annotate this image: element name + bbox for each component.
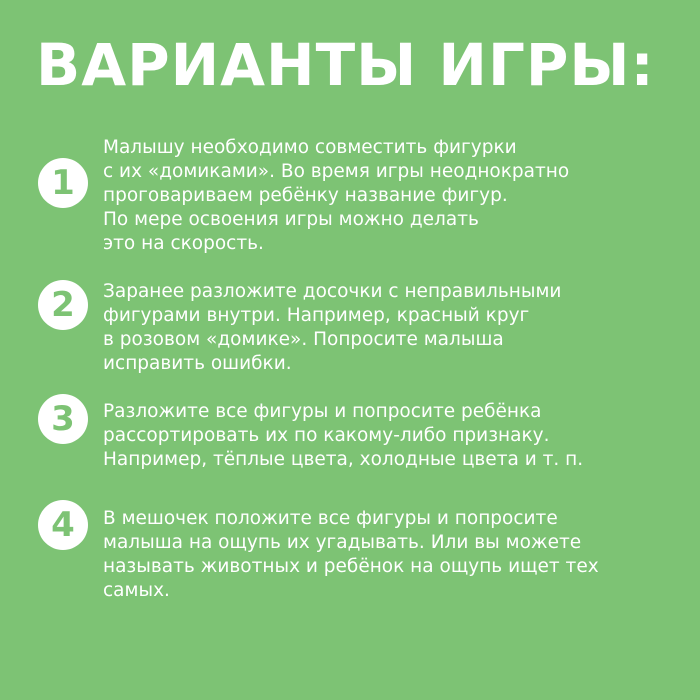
variant-4-line-4: самых.	[103, 580, 170, 601]
variant-3-text	[103, 400, 673, 472]
variant-2-line-3: в розовом «домике». Попросите малыша	[103, 329, 504, 350]
page-title: ВАРИАНТЫ ИГРЫ:	[36, 31, 655, 99]
variant-1-line-2: с их «домиками». Во время игры неоднократно	[103, 161, 570, 182]
variant-1-line-1: Малышу необходимо совместить фигурки	[103, 137, 517, 158]
variant-1-line-3: проговариваем ребёнку название фигур.	[103, 185, 508, 206]
variant-2-text	[103, 280, 673, 376]
variant-1-line-4: По мере освоения игры можно делать	[103, 209, 479, 230]
number-badge-4: 4	[38, 500, 88, 550]
number-badge-3: 3	[38, 394, 88, 444]
variant-2-line-4: исправить ошибки.	[103, 353, 292, 374]
number-badge-2: 2	[38, 280, 88, 330]
variant-2-line-2: фигурами внутри. Например, красный круг	[103, 305, 530, 326]
variant-1-text	[103, 136, 673, 256]
variant-3-line-2: рассортировать их по какому-либо признаку.	[103, 425, 550, 446]
variant-4-text	[103, 507, 673, 603]
variant-3-line-1: Разложите все фигуры и попросите ребёнка	[103, 401, 542, 422]
variant-1-line-5: это на скорость.	[103, 233, 264, 254]
variant-3-line-3: Например, тёплые цвета, холодные цвета и т. п.	[103, 449, 584, 470]
number-badge-1: 1	[38, 158, 88, 208]
variant-2-line-1: Заранее разложите досочки с неправильными	[103, 281, 562, 302]
variant-4-line-2: малыша на ощупь их угадывать. Или вы можете	[103, 532, 582, 553]
variant-4-line-1: В мешочек положите все фигуры и попросите	[103, 508, 558, 529]
variant-4-line-3: называть животных и ребёнок на ощупь ищет тех	[103, 556, 599, 577]
